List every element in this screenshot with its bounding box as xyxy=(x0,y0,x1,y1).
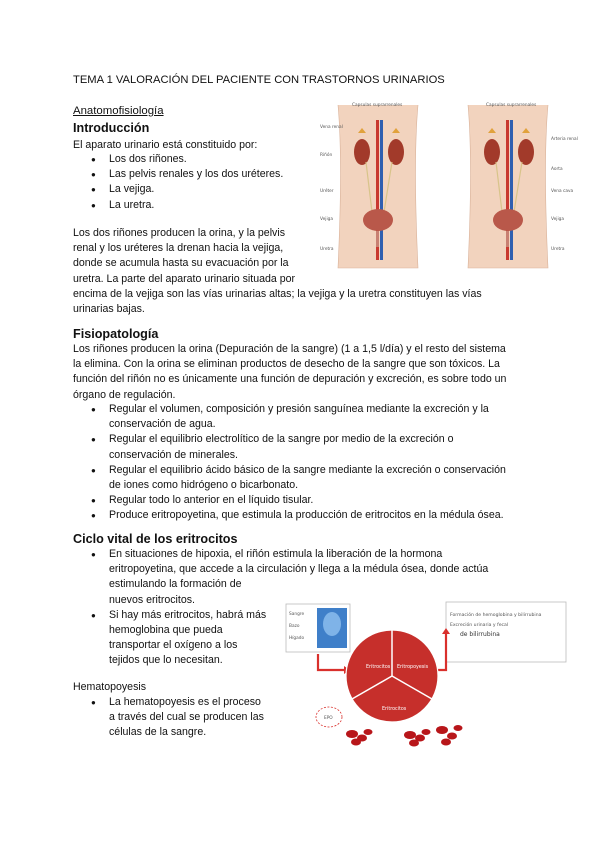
fig-label: Vena renal xyxy=(320,125,343,130)
sub-heading: Hematopoyesis xyxy=(73,681,147,693)
box-line: Excreción urinaria y fecal xyxy=(450,623,509,628)
fig-label: Riñón xyxy=(320,153,333,158)
section-heading: Introducción xyxy=(73,121,150,135)
fig-label: Uréter xyxy=(320,189,334,194)
list-item: ● Regular el equilibrio electrolítico de la sangre por medio de la excreción o conservación de minerales. xyxy=(89,432,549,462)
list-item: ● La hematopoyesis es el proceso a través del cual se producen las células de la sangre. xyxy=(89,695,264,741)
page-title: TEMA 1 VALORACIÓN DEL PACIENTE CON TRASTORNOS URINARIOS xyxy=(73,74,445,86)
fig-label: Vena cava xyxy=(551,189,574,194)
section-subheading: Anatomofisiología xyxy=(73,105,164,117)
wheel-label: Eritrocitos xyxy=(382,707,407,712)
paragraph: Los riñones producen la orina (Depuración de la sangre) (1 a 1,5 l/día) y el resto del sistema la elimina. Con la orina se eliminan productos de desecho de la sangre que son tóxicos. La función del riñón no es únicamente una función de depuración y excreción, es sobre todo un órgano de regulación. xyxy=(73,343,507,401)
box-line: Formación de hemoglobina y bilirrubina xyxy=(450,613,542,618)
list-item: ● Regular el equilibrio ácido básico de la sangre mediante la excreción o conservación de iones como hidrógeno o bicarbonato. xyxy=(89,463,549,493)
fig-label: Capsulas suprarrenales xyxy=(352,103,403,108)
fig-label: Vejiga xyxy=(551,217,564,222)
list-item: ● Las pelvis renales y los dos uréteres. xyxy=(89,167,283,182)
box-line: de bilirrubina xyxy=(460,631,500,638)
wheel-label: Eritropoyesis xyxy=(397,665,429,670)
list-item: ● Produce eritropoyetina, que estimula la producción de eritrocitos en la médula ósea. xyxy=(89,508,549,523)
box-item: Hígado xyxy=(289,636,305,641)
section-heading: Ciclo vital de los eritrocitos xyxy=(73,532,238,546)
fig-label: Vejiga xyxy=(320,217,333,222)
anatomy-figure-right xyxy=(468,102,578,268)
list-item: ● La uretra. xyxy=(89,198,283,213)
fig-label: Uretra xyxy=(551,247,565,252)
section-heading: Fisiopatología xyxy=(73,327,159,341)
fig-label: Aorta xyxy=(551,167,563,172)
anatomy-figure-left xyxy=(320,102,418,268)
red-blood-cells xyxy=(346,725,463,747)
arrow-path xyxy=(318,654,344,670)
fig-label: Uretra xyxy=(320,247,334,252)
box-item: Bazo xyxy=(289,624,300,629)
fig-label: Arteria renal xyxy=(551,137,578,142)
fig-label: Capsulas suprarrenales xyxy=(486,103,537,108)
list-item: ● La vejiga. xyxy=(89,182,283,197)
arrow-path xyxy=(437,634,446,670)
list-item: ● Regular el volumen, composición y presión sanguínea mediante la excreción y la conservación de agua. xyxy=(89,402,549,432)
list-item: ● Los dos riñones. xyxy=(89,152,283,167)
urinary-anatomy-figure xyxy=(318,100,580,272)
hematopoyesis-list xyxy=(89,695,264,741)
bubble-text: EPO xyxy=(324,716,333,721)
list-item: ● Si hay más eritrocitos, habrá más hemoglobina que pueda transportar el oxígeno a los tejidos que lo necesitan. xyxy=(89,608,488,669)
erythrocyte-cycle-diagram xyxy=(280,598,580,758)
intro-text: El aparato urinario está constituido por: xyxy=(73,139,258,151)
list-item: ● En situaciones de hipoxia, el riñón estimula la liberación de la hormona eritropoyetina, que accede a la circulación y llega a la médula ósea, donde actúa estimulando la formación de nuevos eritrocitos. xyxy=(89,547,488,608)
list-item: ● Regular todo lo anterior en el líquido tisular. xyxy=(89,493,549,508)
box-item: Sangre xyxy=(289,612,305,617)
component-list xyxy=(89,152,283,213)
paragraph: Los dos riñones producen la orina, y la pelvis renal y los uréteres la drenan hacia la vejiga, donde se acumula hasta su evacuación por la uretra. La parte del aparato urinario situada por encima de la vejiga son las vías urinarias altas; la vejiga y la uretra constituyen las vías urinarias bajas. xyxy=(73,227,482,316)
function-list xyxy=(89,402,549,524)
wheel-label: Eritrocitos xyxy=(366,665,391,670)
